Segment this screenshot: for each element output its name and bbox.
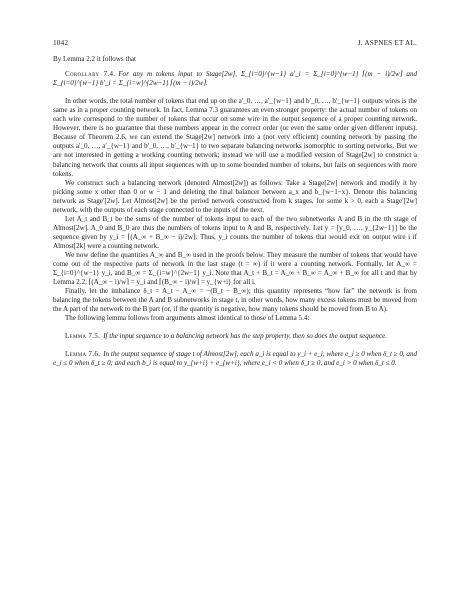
paragraph-5: Finally, let the imbalance δ_t = A_t − A_∞ = −(B_t − B_∞); this quantity represents “how far” the network is from balancing the tokens between the A and B subnetworks in stage t, in other words, how many excess tokens must be moved from the A part of the network to the B part (or, if the quantity is negative, how many tokens should be moved from B to A).: [53, 287, 417, 314]
lemma-7-6-text: In the output sequence of stage t of Almost[2w], each a_i is equal to y_i + e_i, where e_i ≥ 0 when δ_t ≥ 0, and e_i ≤ 0 when δ_t ≥ 0; and each b_i is equal to y_{w+i} + e_{w+i}, where e_i < 0 when δ_t ≥ 0, and e_i > 0 when δ_t ≤ 0.: [53, 350, 417, 368]
paragraph-1: In other words, the total number of tokens that end up on the a′_0, …, a′_{w−1} and b′_0, …, b′_{w−1} outputs wires is the same as in a proper counting network. In fact, Lemma 7.3 guarantees an even stronger property: the actual number of tokens on each wire correspond to the number of tokens that occur on some wire in the output sequence of a proper counting network. However, there is no guarantee that these numbers appear in the correct order (or even the same order given different inputs). Because of Theorem 2.6, we can extend the Stage[2w] network into a (not very efficient) counting network by passing the outputs a′_0, …, a′_{w−1} and b′_0, …, b′_{w−1} to two separate balancing networks isomorphic to sorting networks. But we are not interested in getting a working counting network; instead we will use a modified version of Stage[2w] to construct a balancing network that counts all input sequences with up to some bounded number of tokens, but fails on sequences with more tokens.: [53, 97, 417, 178]
running-header: [53, 39, 417, 48]
paper-page: [53, 39, 417, 369]
corollary-text: For any m tokens input to Stage[2w], Σ_{i=0}^{w−1} a′_i = Σ_{i=0}^{w−1} ⌈(m − i)/2w⌉ and Σ_{i=0}^{w−1} b′_i = Σ_{i=w}^{2w−1} ⌈(m − i)/2w⌉.: [53, 70, 417, 88]
corollary-label: Corollary 7.4.: [65, 70, 116, 79]
lemma-7-6-label: Lemma 7.6.: [65, 350, 101, 359]
lemma-7-6: [53, 350, 417, 368]
corollary-7-4: [53, 70, 417, 88]
paragraph-6: The following lemma follows from arguments almost identical to those of Lemma 5.4:: [65, 314, 310, 323]
paragraph-3: Let A_t and B_t be the sums of the number of tokens input to each of the two subnetworks A and B in the tth stage of Almost[2w]. A_0 and B_0 are thus the numbers of tokens input to A and B, respectively. Let y = [y_0, …, y_{2w−1}] be the sequence given by y_i = ⌈(A_∞ + B_∞ − i)/2w⌉. Thus, y_i counts the number of tokens that would exit on output wire i if Almost[2k] were a counting network.: [53, 214, 417, 250]
lemma-7-5: [53, 332, 417, 341]
lemma-7-5-label: Lemma 7.5.: [65, 332, 101, 341]
running-title: J. ASPNES ET AL.: [357, 39, 417, 47]
page-number: 1042: [53, 39, 69, 47]
lemma-7-5-text: If the input sequence to a balancing network has the step property, then so does the output sequence.: [103, 332, 387, 341]
paragraph-2: We construct such a balancing network (denoted Almost[2w]) as follows: Take a Stage[2w] network and modify it by picking some x other than 0 or w − 1 and deleting the final balancer between a_x and b_{w−1−x}. Denote this balancing network as Stage′[2w]. Let Almost[2w] be the period network constructed from k stages, for some k > 0, each a Stage′[2w] network, with the outputs of each stage connected to the inputs of the next.: [53, 178, 417, 214]
intro-line: By Lemma 2.2 it follows that: [53, 55, 136, 64]
paragraph-4: We now define the quantities A_∞ and B_∞ used in the proofs below. They measure the number of tokens that would have come out of the respective parts of network in the last stage (t = ∞) if it were a counting network. Formally, let A_∞ = Σ_{i=0}^{w−1} y_i, and B_∞ = Σ_{i=w}^{2w−1} y_i. Note that A_t + B_t = A_∞ + B_∞ = A_∞ + B_∞ for all t and that by Lemma 2.2, ⌈(A_∞ − i)/w⌉ = y_i and ⌈(B_∞ − i)/w⌉ = y_{w+i} for all i.: [53, 250, 417, 287]
